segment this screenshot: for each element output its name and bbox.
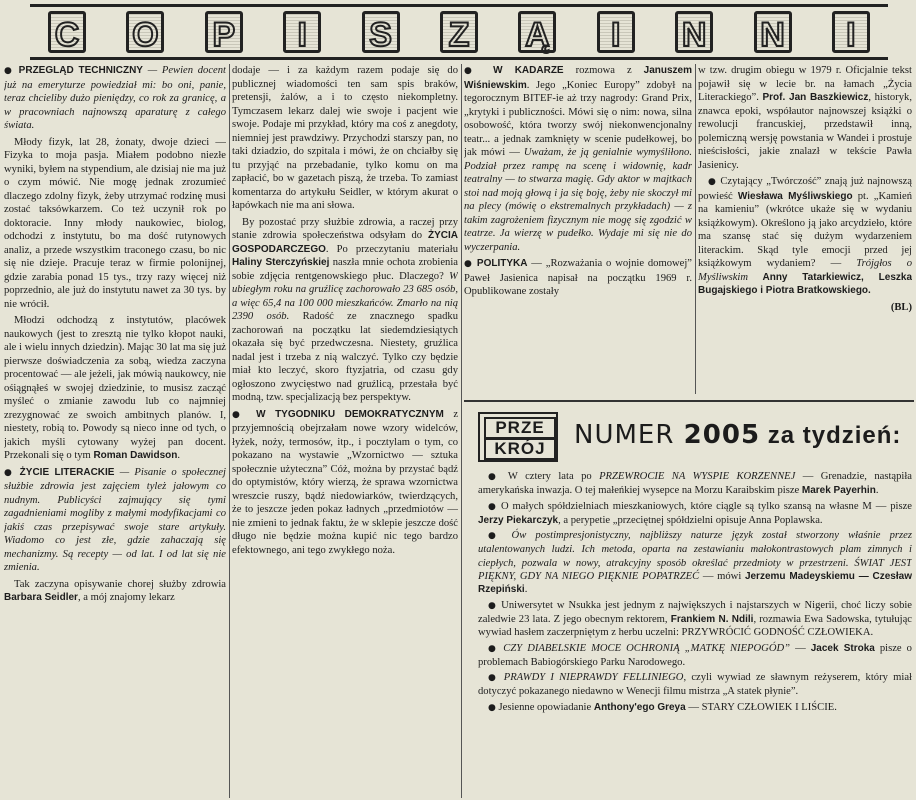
preview-item: ● CZY DIABELSKIE MOCE OCHRONIĄ „MATKĘ NIEPOGÓD” — Jacek Stroka pisze o problemach Babiogórskiego Parku Narodowego. [478,642,912,668]
column-divider [229,64,230,798]
source-label: POLITYKA [476,258,528,269]
column-1 [4,64,226,798]
bullet-icon: ● [488,531,503,542]
source-label: W KADARZE [493,65,564,76]
paragraph: Tak zaczyna opisywanie chorej służby zdrowia Barbara Seidler, a mój znajomy lekarz [4,578,226,603]
przekroj-preview-list [478,470,912,798]
column-2 [232,64,458,798]
source-label: W TYGODNIKU DEMOKRATYCZNYM [256,408,444,420]
bullet-icon: ● [488,501,498,512]
article-przeglad [4,64,226,133]
logo-text-top: PRZE [484,417,556,439]
source-label: ŻYCIE LITERACKIE [19,466,115,478]
paragraph: Młodzi odchodzą z instytutów, placówek naukowych (jest to zresztą nie tylko kłopot nauki, ale i wielu innych dziedzin). Mając 30 lat ma się już pierwsze doświadczenia za sobą, wiedza zaczyna procentować — ale jeżeli, jak mówią naukowcy, nie ośiągnąłeś w swojej dziedzinie, to musisz zacząć myśleć o zmianie zawodu lub co najmniej zrezygnować ze swoich ambitnych planów. I, niestety, robią to. Powody są nieco inne od tych, o jakich myśli cytowany wyżej pan docent. Przekonali się o tym Roman Dawidson. [4,315,226,461]
masthead-letter: N [754,11,792,53]
section-divider [464,400,914,402]
masthead [30,4,888,60]
przekroj-header [478,412,910,464]
signature: (BL) [890,301,912,313]
article-zycie-gospodarcze: By pozostać przy służbie zdrowia, a raczej przy stanie zdrowia społeczeństwa odsyłam do ŻYCIA GOSPODARCZEGO. Po przeczytaniu materiału Haliny Sterczyńskiej naszła mnie ochota zrobienia sobie zdjęcia rentgenowskiego płuc. Dlaczego? W ubiegłym roku na gruźlicę zachorowało 23 685 osób, a więc 65,4 na 100 000 mieszkańców. Zmarło na nią 2390 osób. Radość ze znacznego spadku zachorowań na początku lat siedemdziesiątych okazała się być przedwczesna. Niestety, gruźlica nadal jest i trzeba z nią walczyć. Tylko czy będzie miał kto leczyć, skoro ftyzjatria, od czasu gdy ogłoszono zwycięstwo nad gruźlicą, przestała być modną, tzw. specjalizacją bez perspektyw. [232,216,458,403]
article-tygodnik: ● W TYGODNIKU DEMOKRATYCZNYM z przyjemnością obejrzałam nowe wzory widelców, łyżek, noży, termosów, itp., i pocztylam o tym, co pokazano na wystawie „Wzornictwo — sztuka społecznie użyteczna” Cóż, można by przystać bądź do optymistów, który wierzą, że sprawa wzornictwa wreszcie ruszy, bądź niedowiarków, twierdzących, że to jeszcze jeden pokaz ładnych „przedmiotów — nie zmieni to jednak faktu, że w sklepie jeszcze dość długo nie będzie można kupić nic tego bardzo efektownego, ani tego zwykłego noża. [232,408,458,556]
masthead-letter: I [283,11,321,53]
column-divider [461,64,462,798]
masthead-letter: Z [440,11,478,53]
preview-item: ● O małych spółdzielniach mieszkaniowych, które ciągle są tylko szansą na własne M — pisze Jerzy Piekarczyk, a perypetie „przeciętnej spółdzielni opisuje Anna Poplawska. [478,500,912,526]
masthead-letter: O [126,11,164,53]
bullet-icon: ● [232,409,247,420]
preview-item: ● Uniwersytet w Nsukka jest jednym z największych i najstarszych w Nigerii, choć liczy sobie zaledwie 23 lata. Z jego obecnym rektorem, Frankiem N. Ndili, rozmawia Ewa Sadowska, tytułując wywiad hasłem zaczerpniętym z herbu uczelni: PRZYWRÓCIĆ GODNOŚĆ CZŁOWIEKA. [478,599,912,639]
bullet-icon: ● [488,472,501,482]
paragraph: Młody fizyk, lat 28, żonaty, dwoje dzieci — Fizyka to moja pasja. Miałem podobno niezłe wyniki, byłem na stypendium, ale dzisiaj nie ma już o czym mówić. Nie mogę jednak zrozumieć dlaczego zdolny fizyk, żeby utrzymać rodzinę musi zostać taksówkarzem. Co też uczynił rok po doktoracie. Inny młody naukowiec, biolog, odchodzi z instytutu, bo ma dość rutynowych analiz, a przede wszystkim traconego czasu, bo nic się nie dzieje. Pracuje teraz w firmie polonijnej, gdzie zarabia ponad 15 tys., trzy razy więcej niż poprzednio, ale już do instytutu nawet za 30 tys. by nie wrócił. [4,136,226,310]
paragraph: dodaje — i za każdym razem podaje się do publicznej wiadomości ten sam spis braków, pretensji, żalów, a i to często niekompletny. Tymczasem lekarz dalej wie swoje i pacjent wie swoje. Podaje mi przykład, który ma coś z anegdoty, niemniej jest prawdziwy. Przychodzi starszy pan, no taki dziadzio, do szpitala i mówi, że on chciałby się tu przyjąć na przebadanie, tylko komu on ma zapłacić, bo w gazetach piszą, że trzeba. To zamiast komentarza do artykułu Seidler, w którym akurat o łapówkach nie ma ani słowa. [232,65,458,211]
issue-subtitle: za tydzień: [760,422,902,449]
preview-item: ● Ów postimpresjonistyczny, najbliższy naturze język został stworzony właśnie przez utalentowanych ludzi. Ich metoda, oparta na zestawianiu małokontrastowych plam zimnych i ciepłych, pozwala w nowy, atrakcyjny sposób określać przedmioty w przestrzeni. ŚWIAT JEST PIĘKNY, GDY NA NIEGO PIĘKNIE POPATRZEĆ — mówi Jerzemu Madeyskiemu — Czesław Rzepiński. [478,530,912,596]
article-kadr: ● W KADARZE rozmowa z Januszem Wiśniewskim. Jego „Koniec Europy” zdobył na tegorocznym BITEF-ie aż trzy nagrody: Grand Prix, „krytyki i publiczności. Mówi się o nim: nowa, silna osobowość, która tworzy swój niekonwencjonalny teatr... a jednak zamknięty w scenie pudełkowej, bo jak mówi — Uważam, że ją genialnie wymyśliłono. Podział przez rampę na scenę i widownię, kadr teatralny — to stwarza magię. Gdy aktor w majtkach stoi nad moją głową i ja się boję, żeby nie skoczył mi na plecy (mówię o ekstremalnych przykładach) — z takim zagrożeniem fizycznym nie mogę się zgodzić w teatrze. Ja wierzę w pudełko. Wydaje mi się nie do wyczerpania. [464,65,692,253]
masthead-letter: S [362,11,400,53]
paragraph: w tzw. drugim obiegu w 1979 r. Oficjalnie tekst pojawił się w lecie br. na łamach „Życia Literackiego”. Prof. Jan Baszkiewicz, historyk, znawca epoki, współautor najnowszej książki o rewolucji francuskiej, przedstawił inną, polemiczną wersję powstania w Wandei i prostuje nieścisłości, jakie znalazł w tekście Pawła Jasienicy. [698,65,912,171]
quote-text: — Pewien docent już na emeryturze powiedział mi: bo oni, panie, teraz chcieliby dużo pieniędzy, co rok za granicę, a w pracowniach najnowszą aparaturę z całego świata. [4,65,226,131]
przekroj-logo [478,412,558,462]
masthead-letter: C [48,11,86,53]
bullet-icon: ● [488,600,498,611]
author-name: Wiesława Myśliwskiego [737,190,853,202]
author-name: Anny Tatarkiewicz, Leszka Bugajskiego i Piotra Bratkowskiego. [698,271,912,296]
bullet-icon: ● [708,177,717,187]
masthead-letter: I [597,11,635,53]
bullet-icon: ● [4,66,14,76]
author-name: Barbara Seidler [4,592,78,603]
article-zycie-literackie [4,466,226,575]
logo-text-bottom: KRÓJ [484,438,556,460]
column-4 [698,64,912,396]
masthead-letter: I [832,11,870,53]
author-name: Haliny Sterczyńskiej [232,257,330,268]
bullet-icon: ● [464,259,474,269]
article-tworczosc: ● Czytający „Twórczość” znają już najnowszą powieść Wiesława Myśliwskiego pt. „Kamień na kamieniu” (wkrótce ukaże się w wydaniu książkowym). Określono ją jako arcydzieło, które ma szansę stać się dużym wydarzeniem literackim. Skąd tyle emocji przed jej książkowym wydaniem? — Trójgłos o Myśliwskim Anny Tatarkiewicz, Leszka Bugajskiego i Piotra Bratkowskiego. [698,176,912,296]
quote-text: — Pisanie o społecznej służbie zdrowia jest zajęciem tyleż jałowym co nudnym. Publicyści zajmujący się tymi zagadnieniami mogliby z małymi modyfikacjami co jakiś czas przepisywać swoje stare artykuły. Wiadomo co jest złe, gdzie zahaczają się mechanizmy. Są recepty — od lat. I od lat się nie zmienia. [4,466,226,573]
column-3 [464,64,692,396]
source-label: PRZEGLĄD TECHNICZNY [18,65,143,76]
author-name: Januszem Wiśniewskim [464,65,692,91]
source-label: ŻYCIA GOSPODARCZEGO [232,230,458,255]
issue-number: 2005 [683,420,761,450]
author-name: Prof. Jan Baszkiewicz [762,92,869,103]
article-polityka: ● POLITYKA — „Rozważania o wojnie domowej” Paweł Jasienica napisał na początku 1969 r. Opublikowane zostały [464,258,692,297]
issue-title: NUMER 2005 za tydzień: [574,420,902,450]
masthead-letter: P [205,11,243,53]
column-divider [695,64,696,394]
preview-item: ● PRAWDY I NIEPRAWDY FELLINIEGO, czyli wywiad ze sławnym reżyserem, który miał dotyczyć pokazanego niedawno w Wenecji filmu mistrza „A statek płynie”. [478,672,912,698]
author-name: Roman Dawidson [93,450,178,461]
preview-item: ● Jesienne opowiadanie Anthony'ego Greya — STARY CZŁOWIEK I LIŚCIE. [488,701,837,713]
masthead-letter: Ą [518,11,556,53]
preview-item: ● W cztery lata po PRZEWROCIE NA WYSPIE KORZENNEJ — Grenadzie, nastąpiła amerykańska inwazja. O tej małeńkiej wysepce na Morzu Karaibskim pisze Marek Payerhin. [478,471,912,497]
bullet-icon: ● [464,66,482,76]
bullet-icon: ● [488,702,496,713]
bullet-icon: ● [4,467,15,478]
masthead-letter: N [675,11,713,53]
bullet-icon: ● [488,643,499,654]
bullet-icon: ● [488,673,499,684]
